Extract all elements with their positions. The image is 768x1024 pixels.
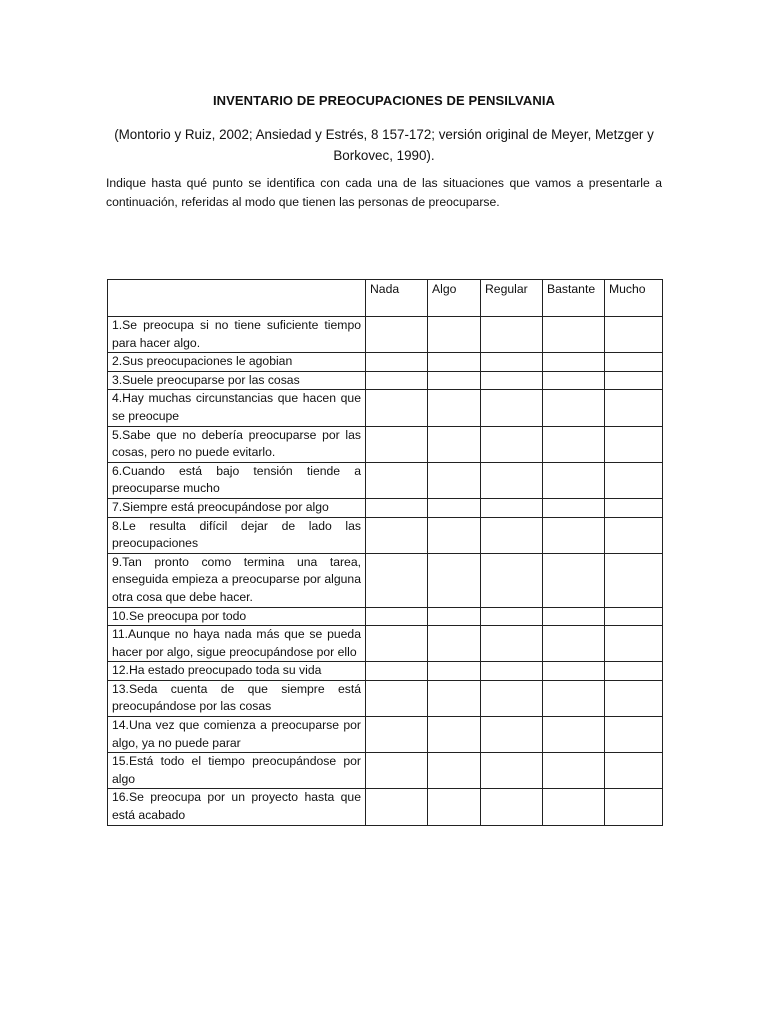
rating-cell-regular[interactable] <box>481 789 543 825</box>
document-title: INVENTARIO DE PREOCUPACIONES DE PENSILVANIA <box>212 93 556 108</box>
rating-cell-regular[interactable] <box>481 626 543 662</box>
rating-cell-nada[interactable] <box>366 371 428 390</box>
rating-cell-regular[interactable] <box>481 353 543 372</box>
rating-cell-algo[interactable] <box>428 353 481 372</box>
rating-cell-bastante[interactable] <box>543 789 605 825</box>
table-row <box>108 553 663 607</box>
rating-cell-nada[interactable] <box>366 717 428 753</box>
question-text: 4.Hay muchas circunstancias que hacen que se preocupe <box>108 390 366 426</box>
table-row <box>108 662 663 681</box>
rating-cell-mucho[interactable] <box>605 680 663 716</box>
rating-cell-algo[interactable] <box>428 662 481 681</box>
header-bastante: Bastante <box>543 280 605 317</box>
question-text: 13.Seda cuenta de que siempre está preocupándose por las cosas <box>108 680 366 716</box>
question-text: 6.Cuando está bajo tensión tiende a preocuparse mucho <box>108 462 366 498</box>
rating-cell-mucho[interactable] <box>605 662 663 681</box>
rating-cell-nada[interactable] <box>366 553 428 607</box>
table-row <box>108 353 663 372</box>
rating-cell-algo[interactable] <box>428 789 481 825</box>
question-text: 8.Le resulta difícil dejar de lado las preocupaciones <box>108 517 366 553</box>
rating-cell-regular[interactable] <box>481 517 543 553</box>
rating-cell-regular[interactable] <box>481 390 543 426</box>
rating-cell-algo[interactable] <box>428 517 481 553</box>
rating-cell-nada[interactable] <box>366 517 428 553</box>
rating-cell-mucho[interactable] <box>605 317 663 353</box>
table-row <box>108 626 663 662</box>
rating-cell-mucho[interactable] <box>605 371 663 390</box>
rating-cell-nada[interactable] <box>366 498 428 517</box>
rating-cell-algo[interactable] <box>428 426 481 462</box>
rating-cell-bastante[interactable] <box>543 517 605 553</box>
rating-cell-nada[interactable] <box>366 426 428 462</box>
rating-cell-regular[interactable] <box>481 371 543 390</box>
table-row <box>108 789 663 825</box>
rating-cell-mucho[interactable] <box>605 517 663 553</box>
rating-cell-mucho[interactable] <box>605 462 663 498</box>
rating-cell-nada[interactable] <box>366 462 428 498</box>
rating-cell-bastante[interactable] <box>543 390 605 426</box>
rating-cell-algo[interactable] <box>428 462 481 498</box>
question-text: 10.Se preocupa por todo <box>108 607 366 626</box>
header-regular: Regular <box>481 280 543 317</box>
table-row <box>108 498 663 517</box>
table-row <box>108 426 663 462</box>
question-text: 3.Suele preocuparse por las cosas <box>108 371 366 390</box>
rating-cell-mucho[interactable] <box>605 607 663 626</box>
rating-cell-bastante[interactable] <box>543 717 605 753</box>
rating-cell-nada[interactable] <box>366 317 428 353</box>
rating-cell-algo[interactable] <box>428 753 481 789</box>
rating-cell-algo[interactable] <box>428 498 481 517</box>
rating-cell-regular[interactable] <box>481 753 543 789</box>
rating-cell-bastante[interactable] <box>543 626 605 662</box>
question-text: 2.Sus preocupaciones le agobian <box>108 353 366 372</box>
question-text: 5.Sabe que no debería preocuparse por las cosas, pero no puede evitarlo. <box>108 426 366 462</box>
rating-cell-mucho[interactable] <box>605 426 663 462</box>
rating-cell-bastante[interactable] <box>543 753 605 789</box>
rating-cell-nada[interactable] <box>366 353 428 372</box>
rating-cell-algo[interactable] <box>428 607 481 626</box>
rating-cell-regular[interactable] <box>481 317 543 353</box>
header-nada: Nada <box>366 280 428 317</box>
header-mucho: Mucho <box>605 280 663 317</box>
rating-cell-nada[interactable] <box>366 662 428 681</box>
rating-cell-nada[interactable] <box>366 607 428 626</box>
rating-cell-algo[interactable] <box>428 717 481 753</box>
rating-cell-nada[interactable] <box>366 789 428 825</box>
table-row <box>108 717 663 753</box>
rating-cell-algo[interactable] <box>428 680 481 716</box>
rating-cell-bastante[interactable] <box>543 607 605 626</box>
rating-cell-regular[interactable] <box>481 553 543 607</box>
table-row <box>108 517 663 553</box>
rating-cell-algo[interactable] <box>428 317 481 353</box>
table-row <box>108 753 663 789</box>
rating-cell-bastante[interactable] <box>543 462 605 498</box>
rating-cell-mucho[interactable] <box>605 753 663 789</box>
rating-cell-bastante[interactable] <box>543 498 605 517</box>
table-row <box>108 371 663 390</box>
rating-cell-regular[interactable] <box>481 662 543 681</box>
rating-cell-bastante[interactable] <box>543 317 605 353</box>
table-row <box>108 390 663 426</box>
rating-cell-nada[interactable] <box>366 680 428 716</box>
rating-cell-algo[interactable] <box>428 390 481 426</box>
rating-cell-nada[interactable] <box>366 390 428 426</box>
rating-cell-nada[interactable] <box>366 626 428 662</box>
question-text: 11.Aunque no haya nada más que se pueda hacer por algo, sigue preocupándose por ello <box>108 626 366 662</box>
rating-cell-bastante[interactable] <box>543 553 605 607</box>
rating-cell-mucho[interactable] <box>605 498 663 517</box>
header-algo: Algo <box>428 280 481 317</box>
question-text: 7.Siempre está preocupándose por algo <box>108 498 366 517</box>
rating-cell-algo[interactable] <box>428 626 481 662</box>
table-row <box>108 680 663 716</box>
rating-cell-bastante[interactable] <box>543 426 605 462</box>
rating-cell-bastante[interactable] <box>543 662 605 681</box>
rating-cell-mucho[interactable] <box>605 353 663 372</box>
rating-cell-mucho[interactable] <box>605 626 663 662</box>
rating-cell-regular[interactable] <box>481 680 543 716</box>
rating-cell-bastante[interactable] <box>543 371 605 390</box>
rating-cell-nada[interactable] <box>366 753 428 789</box>
table-row <box>108 462 663 498</box>
rating-cell-regular[interactable] <box>481 426 543 462</box>
rating-cell-mucho[interactable] <box>605 789 663 825</box>
rating-cell-regular[interactable] <box>481 498 543 517</box>
table-header-row <box>108 280 663 317</box>
questionnaire-body <box>108 317 663 826</box>
rating-cell-bastante[interactable] <box>543 680 605 716</box>
rating-cell-regular[interactable] <box>481 607 543 626</box>
question-text: 12.Ha estado preocupado toda su vida <box>108 662 366 681</box>
table-row <box>108 317 663 353</box>
questionnaire-table <box>107 279 663 826</box>
question-text: 1.Se preocupa si no tiene suficiente tiempo para hacer algo. <box>108 317 366 353</box>
question-text: 16.Se preocupa por un proyecto hasta que está acabado <box>108 789 366 825</box>
rating-cell-regular[interactable] <box>481 717 543 753</box>
rating-cell-mucho[interactable] <box>605 390 663 426</box>
rating-cell-mucho[interactable] <box>605 553 663 607</box>
question-text: 15.Está todo el tiempo preocupándose por algo <box>108 753 366 789</box>
document-citation: (Montorio y Ruiz, 2002; Ansiedad y Estrés, 8 157-172; versión original de Meyer, Metzger y Borkovec, 1990). <box>114 127 654 163</box>
rating-cell-mucho[interactable] <box>605 717 663 753</box>
question-text: 9.Tan pronto como termina una tarea, enseguida empieza a preocuparse por alguna otra cosa que debe hacer. <box>108 553 366 607</box>
question-text: 14.Una vez que comienza a preocuparse por algo, ya no puede parar <box>108 717 366 753</box>
table-row <box>108 607 663 626</box>
header-item-column <box>108 280 366 317</box>
rating-cell-regular[interactable] <box>481 462 543 498</box>
rating-cell-bastante[interactable] <box>543 353 605 372</box>
instructions-paragraph: Indique hasta qué punto se identifica con cada una de las situaciones que vamos a presentarle a continuación, referidas al modo que tienen las personas de preocuparse. <box>106 176 662 209</box>
rating-cell-algo[interactable] <box>428 371 481 390</box>
rating-cell-algo[interactable] <box>428 553 481 607</box>
